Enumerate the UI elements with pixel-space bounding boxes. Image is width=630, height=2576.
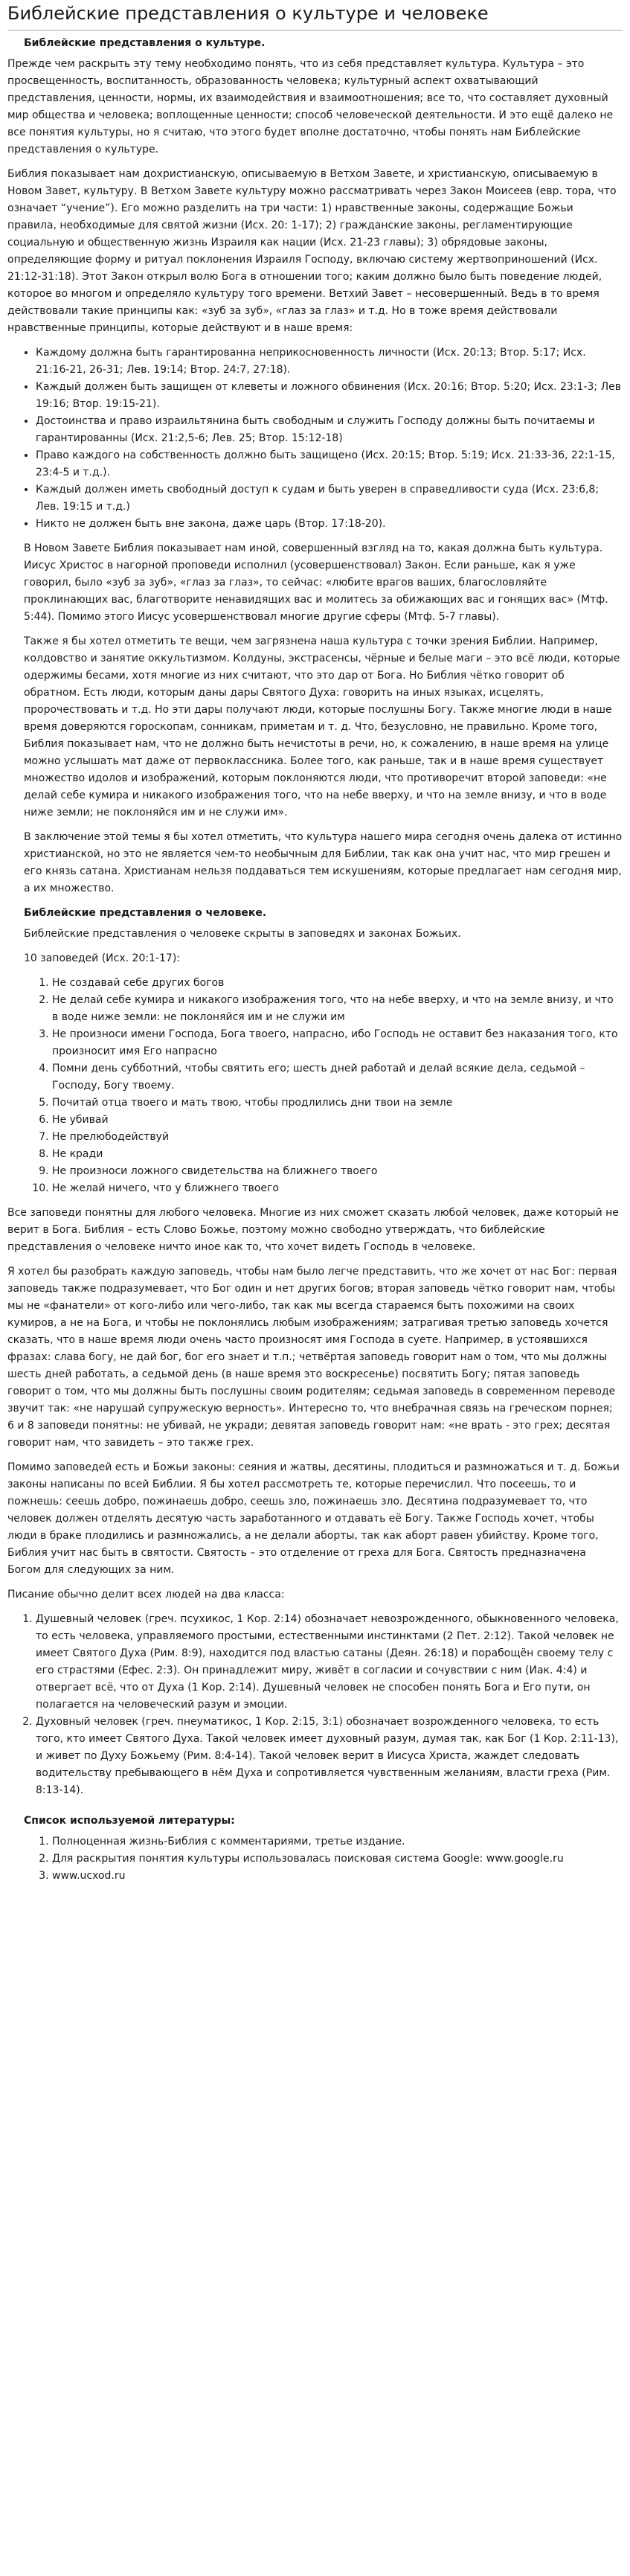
man-intro: Библейские представления о человеке скрыты в заповедях и законах Божьих. bbox=[24, 928, 461, 940]
commandment-item: 8. Не кради bbox=[52, 1146, 623, 1163]
principle-item: • Каждому должна быть гарантированна неприкосновенность личности (Исх. 20:13; Втор. 5:17; Исх. 21:16-21, 26-31; Лев. 19:14; Втор. 24:7, 27:18). bbox=[36, 345, 623, 379]
intro-paragraph: Прежде чем раскрыть эту тему необходимо понять, что из себя представляет культура. Культура – это просвещенность, воспитанность, образованность человека; культурный аспект охватывающий представления, ценности, нормы, их взаимодействия и взаимоотношения; все то, что составляет духовный мир общества и человека; воплощенные ценности; способ человеческой деятельности. И это ещё далеко не все понятия культуры, но я считаю, что этого будет вполне достаточно, чтобы понять нам Библейские представления о культуре. bbox=[7, 58, 614, 156]
analysis-paragraph: Я хотел бы разобрать каждую заповедь, чтобы нам было легче представить, что же хочет от нас Бог: первая заповедь также подразумевает, что Бог один и нет других богов; вторая заповедь чётко говорит нам, чтобы мы не «фанатели» от кого-либо или чего-либо, так как мы всегда стараемся быть похожими на своих кумиров, а не на Бога, и чтобы не поклонялись любым изображениям; затрагивая третью заповедь хочется сказать, что в наше время люди очень часто произносят имя Господа в суете. Например, в устоявшихся фразах: слава богу, не дай бог, бог его знает и т.п.; четвёртая заповедь говорит нам о том, что мы должны шесть дней работать, а седьмой день (в наше время это воскресенье) посвятить Богу; пятая заповедь говорит о том, что мы должны быть послушны своим родителям; седьмая заповедь в современном переводе звучит так: «не нарушай супружескую верность». Интересно то, что внебрачная связь на греческом порнея; 6 и 8 заповеди понятны: не убивай, не укради; девятая заповедь говорит нам: «не врать - это грех; десятая говорит нам, что завидеть – это также грех. bbox=[7, 1266, 617, 1449]
reference-item: 2. Для раскрытия понятия культуры использовалась поисковая система Google: www.google.ru bbox=[52, 1851, 623, 1868]
principle-item: • Каждый должен иметь свободный доступ к судам и быть уверен в справедливости суда (Исх. 23:6,8; Лев. 19:15 и т.д.) bbox=[36, 481, 623, 516]
principle-item: • Право каждого на собственность должно быть защищено (Исх. 20:15; Втор. 5:19; Исх. 21:33-36, 22:1-15, 23:4-5 и т.д.). bbox=[36, 447, 623, 481]
commandments-heading: 10 заповедей (Исх. 20:1-17): bbox=[24, 952, 181, 964]
references-list bbox=[24, 1833, 623, 1885]
old-testament-paragraph: Библия показывает нам дохристианскую, описываемую в Ветхом Завете, и христианскую, описываемую в Новом Завет, культуру. В Ветхом Завете культуру можно рассматривать через Закон Моисеев (евр. тора, что означает “учение”). Его можно разделить на три части: 1) нравственные законы, содержащие Божьи правила, необходимые для святой жизни (Исх. 20: 1-17); 2) гражданские законы, регламентирующие социальную и общественную жизнь Израиля как нации (Исх. 21-23 главы); 3) обрядовые законы, определяющие форму и ритуал поклонения Израиля Господу, включаю систему жертвоприношений (Исх. 21:12-31:18). Этот Закон открыл волю Бога в отношении того; каким должно было быть поведение людей, которое во многом и определяло культуру того времени. Ветхий Завет – несовершенный. Ведь в то время действовали такие принципы как: «зуб за зуб», «глаз за глаз» и т.д. Но в тоже время действовали нравственные принципы, которые действуют и в наше время: bbox=[7, 168, 617, 334]
two-classes-list bbox=[7, 1611, 623, 1799]
commandment-item: 5. Почитай отца твоего и мать твою, чтобы продлились дни твои на земле bbox=[52, 1095, 623, 1112]
commandment-item: 9. Не произноси ложного свидетельства на ближнего твоего bbox=[52, 1163, 623, 1180]
commandments-summary: Все заповеди понятны для любого человека. Многие из них сможет сказать любой человек, даже который не верит в Бога. Библия – есть Слово Божье, поэтому можно свободно утверждать, что библейские представления о человеке ничто иное как то, что хочет видеть Господь в человеке. bbox=[7, 1207, 619, 1253]
principle-item: • Никто не должен быть вне закона, даже царь (Втор. 17:18-20). bbox=[36, 516, 623, 533]
pollution-paragraph: Также я бы хотел отметить те вещи, чем загрязнена наша культура с точки зрения Библии. Например, колдовство и занятие оккультизмом. Колдуны, экстрасенсы, чёрные и белые маги – это всё люди, которые одержимы бесами, хотя многие из них считают, что это дар от Бога. Но Библия чётко говорит об обратном. Есть люди, которым даны дары Святого Духа: говорить на иных языках, исцелять, пророчествовать и т.д. Но эти дары получают люди, которые послушны Богу. Также многие люди в наше время доверяются гороскопам, сонникам, приметам и т. д. Что, безусловно, не правильно. Кроме того, Библия показывает нам, что не должно быть нечистоты в речи, но, к сожалению, в наше время на улице можно услышать мат даже от первоклассника. Более того, как раньше, так и в наше время существует множество идолов и изображений, которым поклоняются люди, что противоречит второй заповеди: «не делай себе кумира и никакого изображения того, что на небе вверху, и что на земле внизу, и что в воде ниже земли; не поклоняйся им и не служи им». bbox=[24, 635, 620, 818]
page-title: Библейские представления о культуре и человеке bbox=[7, 1, 623, 31]
man-heading: Библейские представления о человеке. bbox=[24, 907, 267, 919]
culture-body bbox=[24, 540, 623, 1197]
two-classes-intro: Писание обычно делит всех людей на два класса: bbox=[7, 1589, 285, 1601]
commandment-item: 6. Не убивай bbox=[52, 1112, 623, 1129]
commandment-item: 1. Не создавай себе других богов bbox=[52, 975, 623, 992]
principles-list bbox=[7, 345, 623, 533]
references-heading: Список используемой литературы: bbox=[24, 1815, 235, 1827]
commandment-item: 10. Не желай ничего, что у ближнего твоего bbox=[52, 1180, 623, 1197]
other-laws-paragraph: Помимо заповедей есть и Божьи законы: сеяния и жатвы, десятины, плодиться и размножаться и т. д. Божьи законы написаны по всей Библии. Я бы хотел рассмотреть те, которые перечислил. Что посеешь, то и пожнешь: сеешь добро, пожинаешь добро, сеешь зло, пожинаешь зло. Десятина подразумевает то, что человек должен отделять десятую часть заработанного и отдавать её Богу. Также Господь хочет, чтобы люди в браке плодились и размножались, а не делали аборты, так как аборт равен убийству. Кроме того, Библия учит нас быть в святости. Святость – это отделение от греха для Бога. Святость предназначена Богом для следующих за ним. bbox=[7, 1461, 620, 1576]
commandment-item: 2. Не делай себе кумира и никакого изображения того, что на небе вверху, и что на земле внизу, и что в воде ниже земли: не поклоняйся им и не служи им bbox=[52, 992, 623, 1026]
references-section bbox=[24, 1813, 623, 1885]
new-testament-paragraph: В Новом Завете Библия показывает нам иной, совершенный взгляд на то, какая должна быть культура. Иисус Христос в нагорной проповеди исполнил (усовершенствовал) Закон. Если раньше, как я уже говорил, было «зуб за зуб», «глаз за глаз», то сейчас: «любите врагов ваших, благословляйте проклинающих вас, благотворите ненавидящих вас и молитесь за обижающих вас и гонящих вас» (Мтф. 5:44). Помимо этого Иисус усовершенствовал многие другие сферы (Мтф. 5-7 главы). bbox=[24, 542, 608, 623]
principle-item: • Достоинства и право израильтянина быть свободным и служить Господу должны быть почитаемы и гарантированны (Исх. 21:2,5-6; Лев. 25; Втор. 15:12-18) bbox=[36, 413, 623, 447]
commandment-item: 7. Не прелюбодействуй bbox=[52, 1129, 623, 1146]
commandment-item: 3. Не произноси имени Господа, Бога твоего, напрасно, ибо Господь не оставит без наказания того, кто произносит имя Его напрасно bbox=[52, 1026, 623, 1060]
human-class-item: 2. Духовный человек (греч. пнеуматикос, 1 Кор. 2:15, 3:1) обозначает возрожденного человека, то есть того, кто имеет Святого Духа. Такой человек имеет духовный разум, думая так, как Бог (1 Кор. 2:11-13), и живет по Духу Божьему (Рим. 8:4-14). Такой человек верит в Иисуса Христа, жаждет следовать водительству пребывающего в нём Духа и сопротивляется чувственным желаниям, власти греха (Рим. 8:13-14). bbox=[36, 1714, 623, 1799]
culture-conclusion: В заключение этой темы я бы хотел отметить, что культура нашего мира сегодня очень далека от истинно христианской, но это не является чем-то необычным для Библии, так как она учит нас, что мир грешен и его князь сатана. Христианам нельзя поддаваться тем искушениям, которые предлагает нам сегодня мир, а их множество. bbox=[24, 831, 623, 894]
commandments-list bbox=[24, 975, 623, 1197]
principle-item: • Каждый должен быть защищен от клеветы и ложного обвинения (Исх. 20:16; Втор. 5:20; Исх. 23:1-3; Лев 19:16; Втор. 19:15-21). bbox=[36, 379, 623, 413]
commandment-item: 4. Помни день субботний, чтобы святить его; шесть дней работай и делай всякие дела, седьмой – Господу, Богу твоему. bbox=[52, 1060, 623, 1095]
reference-item: 3. www.ucxod.ru bbox=[52, 1868, 623, 1885]
human-class-item: 1. Душевный человек (греч. псухикос, 1 Кор. 2:14) обозначает невозрожденного, обыкновенного человека, то есть человека, управляемого простыми, естественными инстинктами (2 Пет. 2:12). Такой человек не имеет Святого Духа (Рим. 8:9), находится под властью сатаны (Деян. 26:18) и порабощён своему телу с его страстями (Ефес. 2:3). Он принадлежит миру, живёт в согласии и сочувствии с ним (Иак. 4:4) и отвергает всё, что от Духа (1 Кор. 2:14). Душевный человек не способен понять Бога и Его пути, он полагается на человеческий разум и эмоции. bbox=[36, 1611, 623, 1714]
reference-item: 1. Полноценная жизнь-Библия с комментариями, третье издание. bbox=[52, 1833, 623, 1851]
culture-heading: Библейские представления о культуре. bbox=[24, 37, 266, 49]
